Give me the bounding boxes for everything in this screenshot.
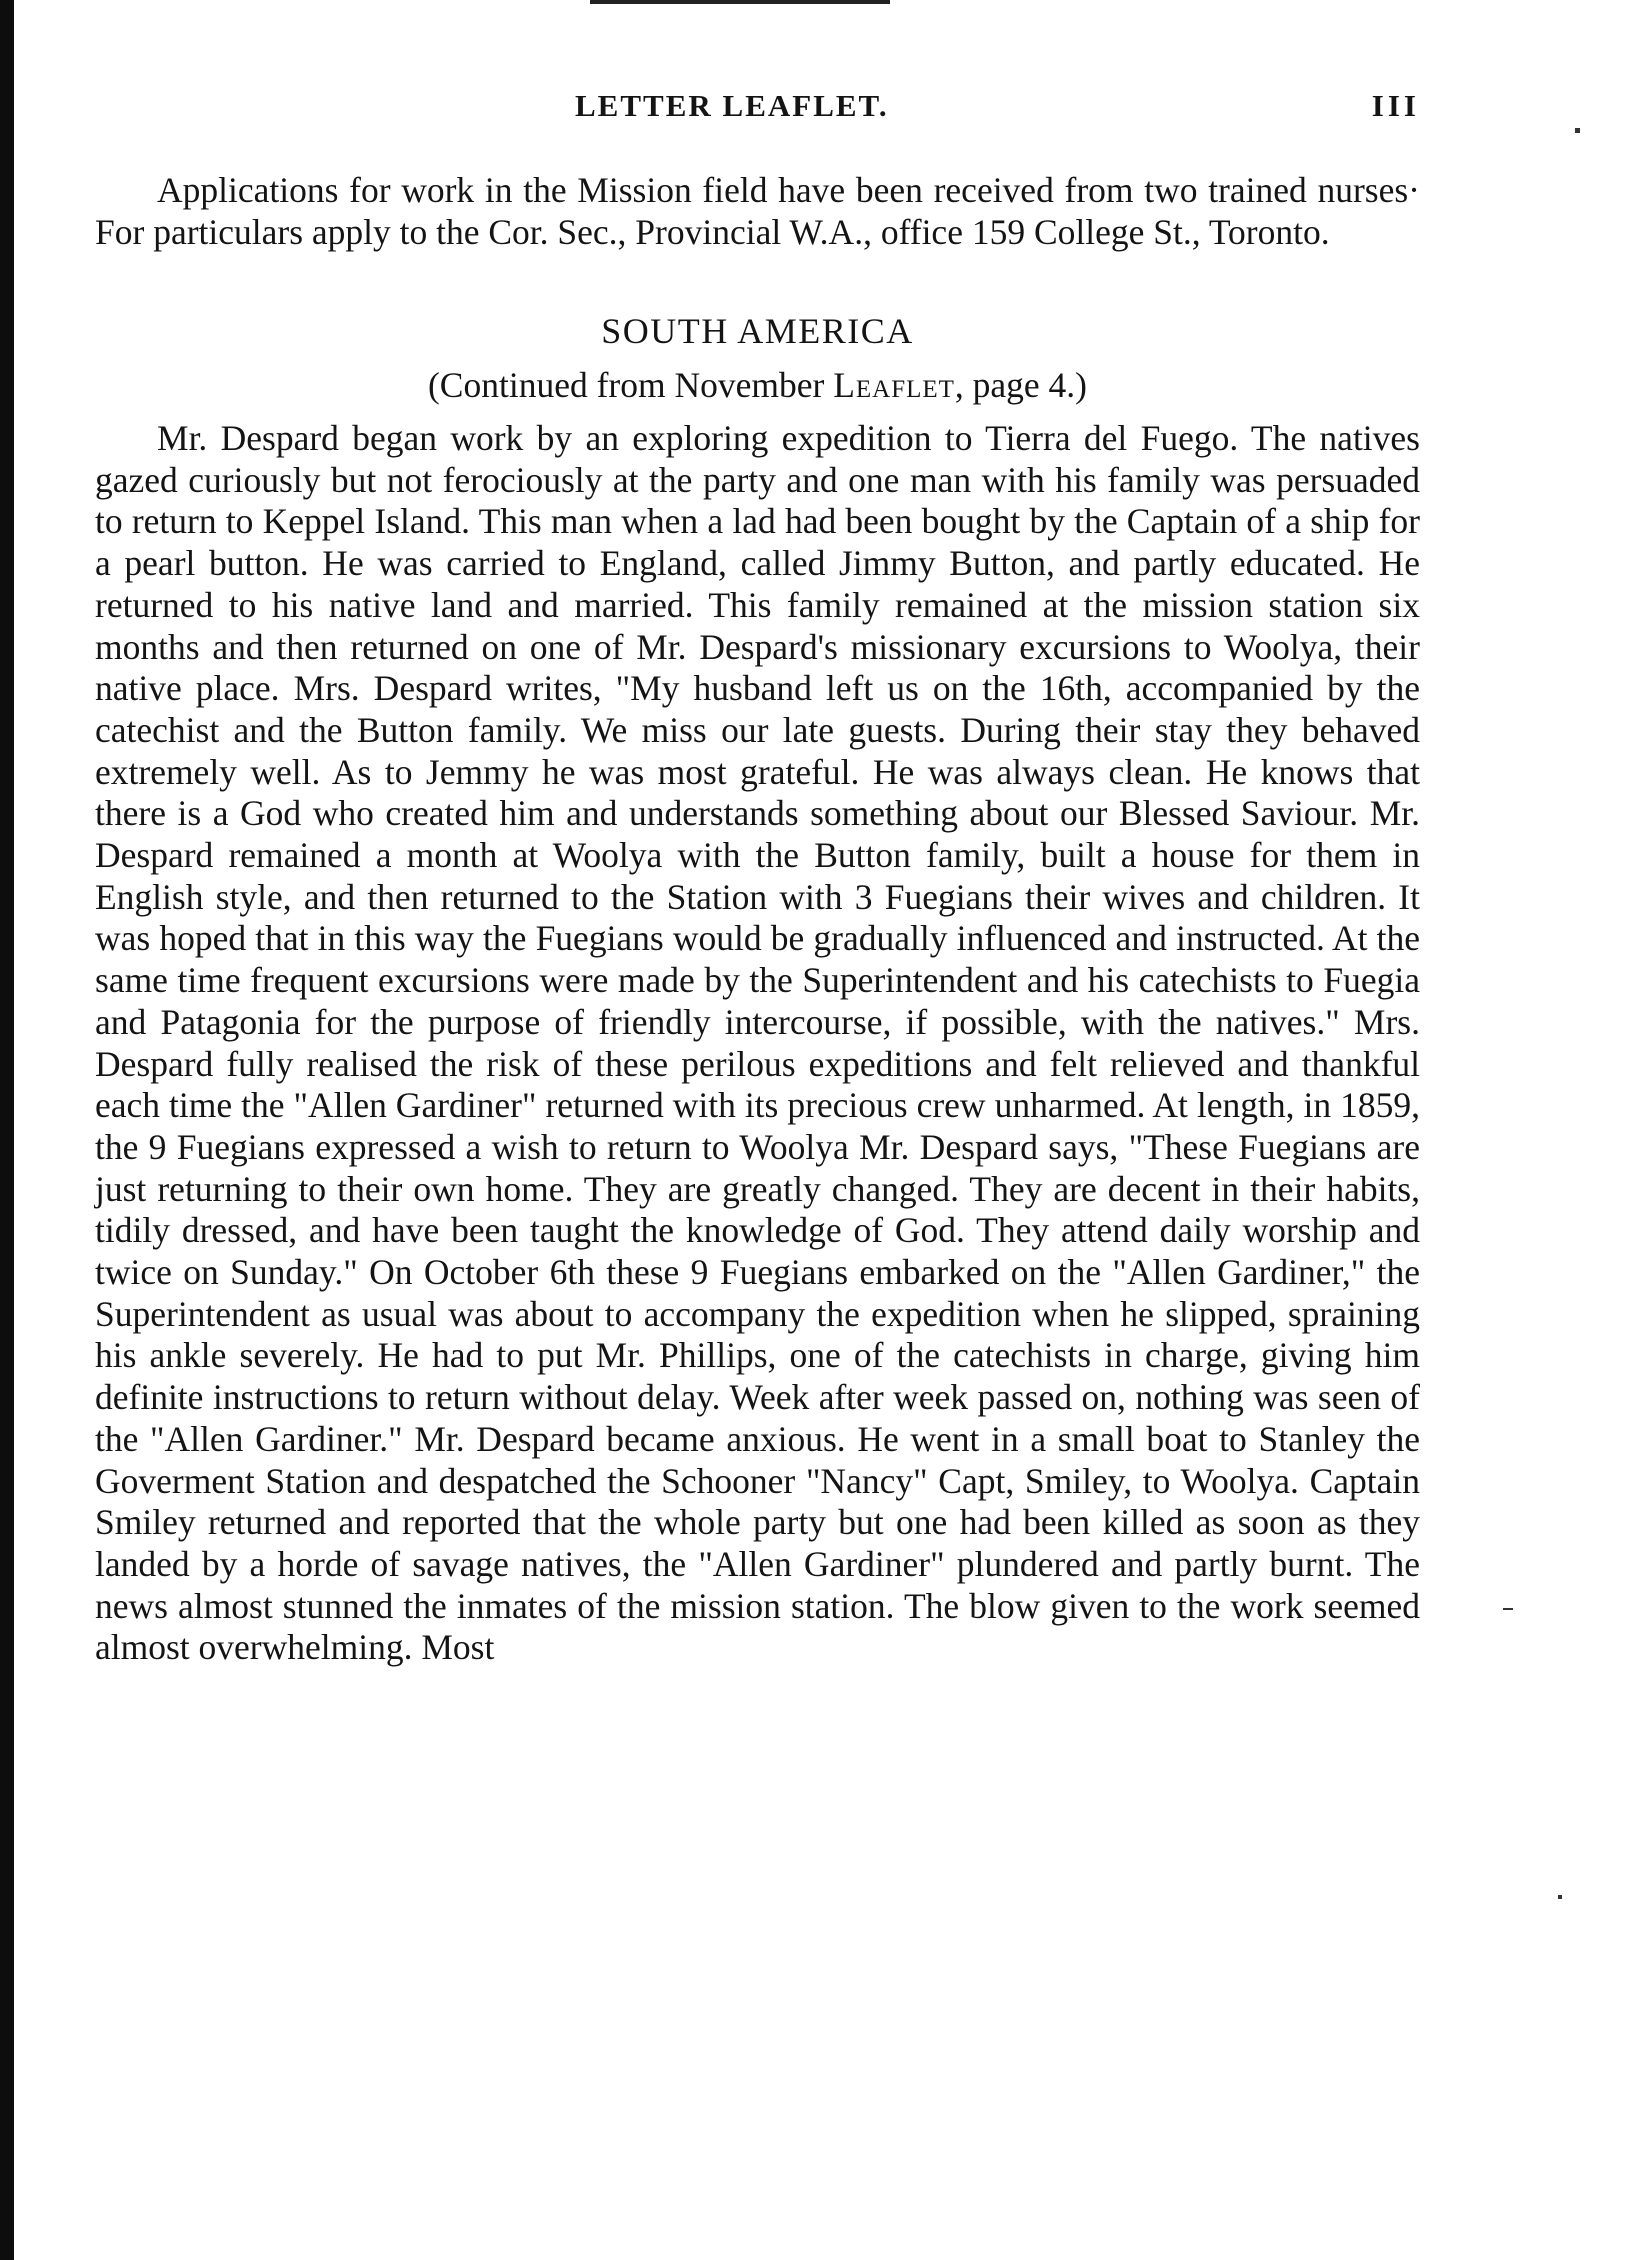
section-heading: SOUTH AMERICA xyxy=(601,311,914,351)
top-rule xyxy=(590,0,890,4)
continued-note xyxy=(95,364,1420,406)
article-body: Mr. Despard began work by an exploring expedition to Tierra del Fuego. The natives gazed curiously but not ferociously at the party and one man with his family was persuaded to return to Keppel Island. This man when a lad had been bought by the Captain of a ship for a pearl button. He was carried to England, called Jimmy Button, and partly educated. He returned to his native land and married. This family remained at the mission station six months and then returned on one of Mr. Despard's missionary excursions to Woolya, their native place. Mrs. Despard writes, "My husband left us on the 16th, accompanied by the catechist and the Button family. We miss our late guests. During their stay they behaved extremely well. As to Jemmy he was most grateful. He was always clean. He knows that there is a God who created him and understands something about our Blessed Saviour. Mr. Despard remained a month at Woolya with the Button family, built a house for them in English style, and then returned to the Station with 3 Fuegians their wives and children. It was hoped that in this way the Fuegians would be gradually influenced and instructed. At the same time frequent excursions were made by the Superintendent and his catechists to Fuegia and Patagonia for the purpose of friendly intercourse, if possible, with the natives." Mrs. Despard fully realised the risk of these perilous expeditions and felt relieved and thankful each time the "Allen Gardiner" returned with its precious crew unharmed. At length, in 1859, the 9 Fuegians expressed a wish to return to Woolya Mr. Despard says, "These Fuegians are just returning to their own home. They are greatly changed. They are decent in their habits, tidily dressed, and have been taught the knowledge of God. They attend daily worship and twice on Sunday." On October 6th these 9 Fuegians embarked on the "Allen Gardiner," the Superintendent as usual was about to accompany the expedition when he slipped, spraining his ankle severely. He had to put Mr. Phillips, one of the catechists in charge, giving him definite instructions to return without delay. Week after week passed on, nothing was seen of the "Allen Gardiner." Mr. Despard became anxious. He went in a small boat to Stanley the Goverment Station and despatched the Schooner "Nancy" Capt, Smiley, to Woolya. Captain Smiley returned and reported that the whole party but one had been killed as soon as they landed by a horde of savage natives, the "Allen Gardiner" plundered and partly burnt. The news almost stunned the inmates of the mission station. The blow given to the work seemed almost overwhelming. Most xyxy=(95,418,1420,1668)
speck-mark xyxy=(1558,1895,1562,1899)
speck-mark xyxy=(1503,1608,1513,1610)
page-edge-shadow xyxy=(0,0,14,2260)
running-title: LETTER LEAFLET. xyxy=(575,88,889,123)
continued-prefix: (Continued from November xyxy=(427,365,834,405)
speck-mark xyxy=(1575,128,1580,133)
continued-suffix: , page 4.) xyxy=(954,365,1088,405)
continued-leaflet: Leaflet xyxy=(833,365,955,405)
notice-paragraph: Applications for work in the Mission field have been received from two trained nurses· For particulars apply to the Cor. Sec., Provincial W.A., office 159 College St., Toronto. xyxy=(95,170,1420,252)
running-head xyxy=(95,88,1420,128)
page-number: III xyxy=(1371,88,1420,123)
